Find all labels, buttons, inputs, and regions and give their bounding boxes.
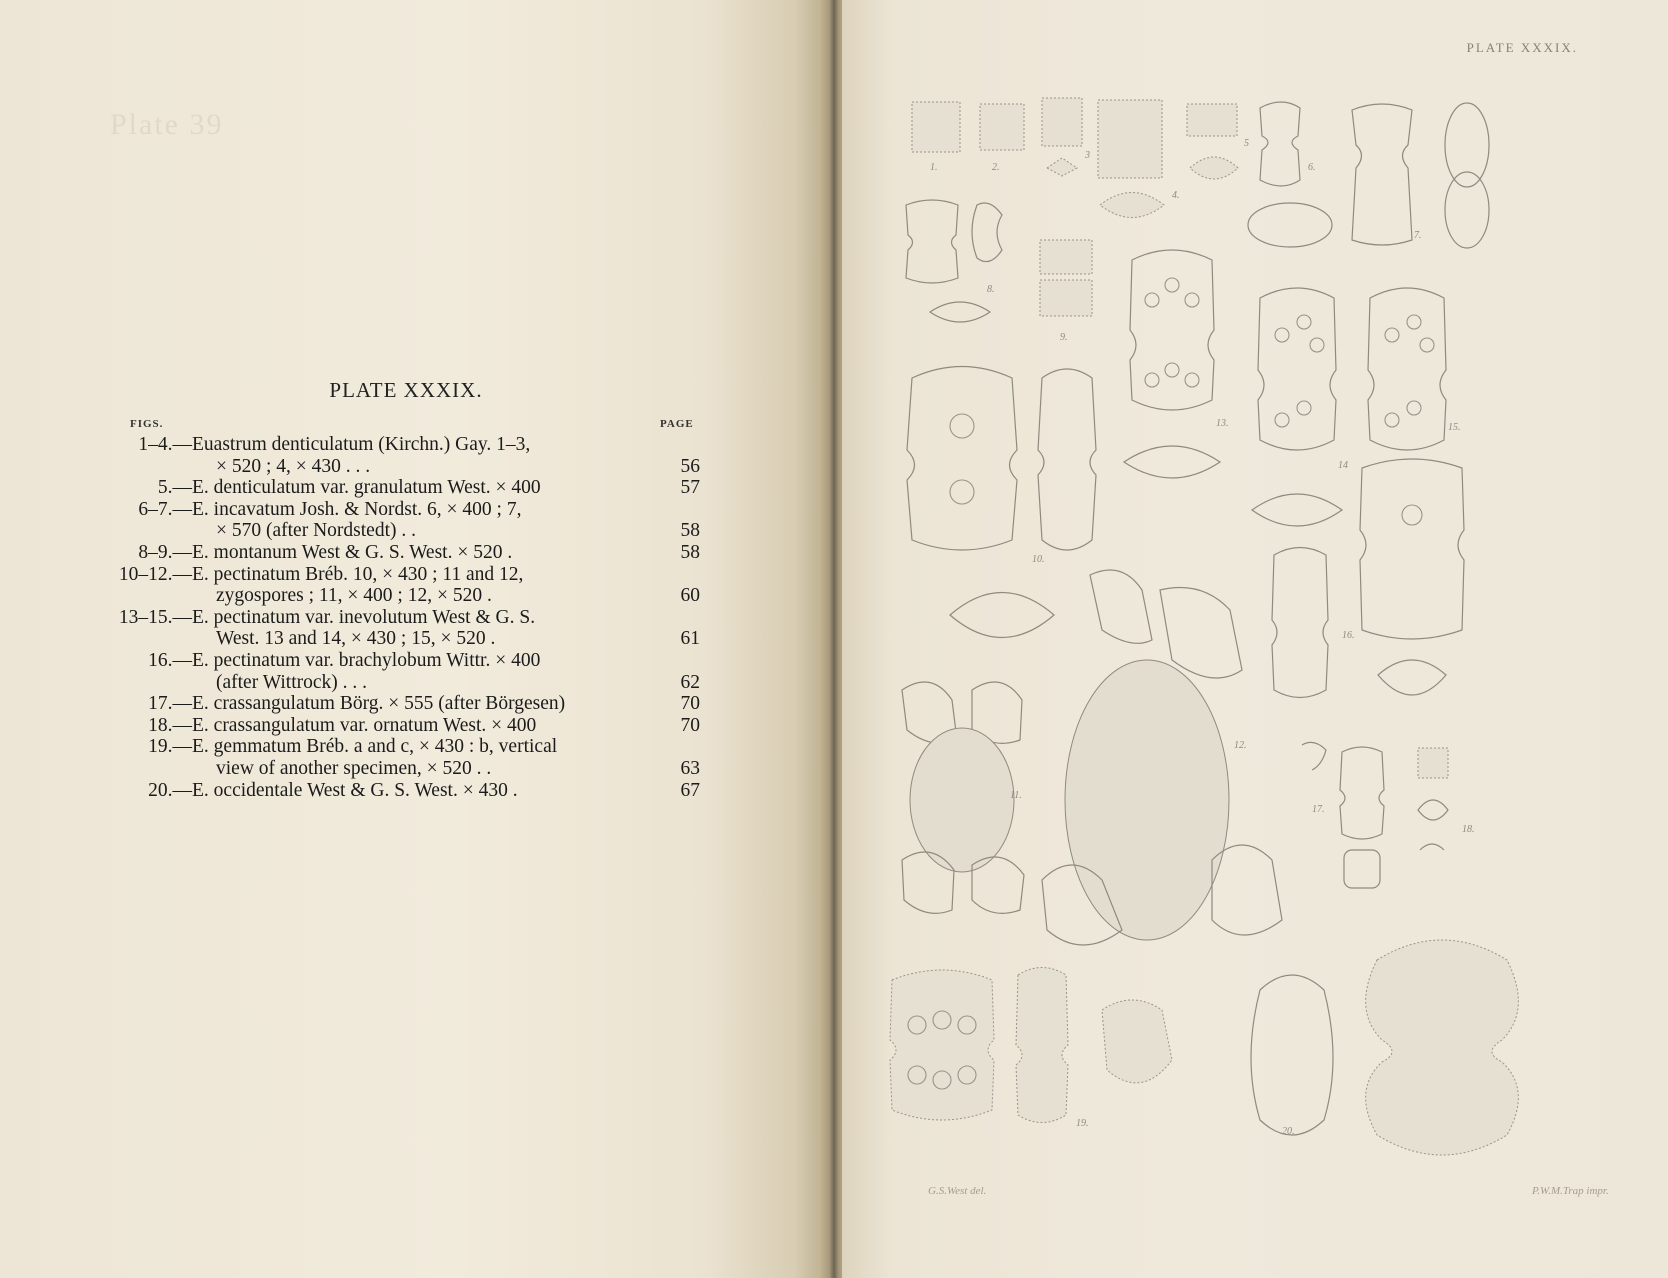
figure-number: 1–4.— <box>138 434 192 455</box>
plate-title: PLATE XXXIX. <box>329 378 483 402</box>
figure-description: E. pectinatum var. inevolutum West & G. S. <box>192 606 536 628</box>
figure-number-label: 19. <box>1076 1118 1089 1129</box>
figure-list <box>100 434 700 801</box>
figure-number-label: 11. <box>1010 790 1022 801</box>
figure-description: E. montanum West & G. S. West. × 520 . <box>192 541 513 563</box>
figure-number-label: 14 <box>1338 460 1348 471</box>
figure-4 <box>1098 100 1180 218</box>
figure-5 <box>1187 104 1249 179</box>
figure-description: Euastrum denticulatum (Kirchn.) Gay. 1–3, <box>192 434 531 455</box>
figure-number-label: 12. <box>1234 740 1247 751</box>
figure-description: E. incavatum Josh. & Nordst. 6, × 400 ; 7, <box>192 498 522 520</box>
page-column-header: PAGE <box>660 418 694 430</box>
figure-number-label: 4. <box>1172 190 1180 201</box>
figure-6 <box>1260 102 1316 186</box>
page-number: 67 <box>680 779 700 801</box>
figure-description: view of another specimen, × 520 . . <box>216 757 492 779</box>
figure-2 <box>980 104 1024 173</box>
figure-number-label: 9. <box>1060 332 1068 343</box>
page-number: 70 <box>680 693 700 715</box>
figure-description: E. gemmatum Bréb. a and c, × 430 : b, vertical <box>192 736 558 758</box>
page-number: 56 <box>680 455 700 477</box>
figure-number-label: 15. <box>1448 422 1461 433</box>
page-number: 60 <box>680 585 700 607</box>
figure-8 <box>906 200 1002 322</box>
figure-number-label: 3 <box>1085 150 1090 161</box>
figure-description: E. denticulatum var. granulatum West. × 400 <box>192 477 541 499</box>
figure-number-label: 13. <box>1216 418 1229 429</box>
figure-7 <box>1248 103 1489 248</box>
figure-number-label: 18. <box>1462 824 1475 835</box>
figure-15 <box>1368 288 1461 450</box>
page-number: 58 <box>680 520 700 542</box>
figure-list-entry <box>100 607 700 650</box>
credit-artist: G.S.West del. <box>928 1185 987 1197</box>
figure-number: 10–12.— <box>118 563 192 585</box>
figure-list-entry <box>100 780 700 802</box>
left-page <box>0 0 828 1278</box>
figure-number: 16.— <box>148 649 192 671</box>
figure-number-label: 16. <box>1342 630 1355 641</box>
figure-number-label: 1. <box>930 162 938 173</box>
figure-list-entry <box>100 477 700 499</box>
figure-1 <box>912 102 960 173</box>
figure-description: × 520 ; 4, × 430 . . . <box>216 455 371 477</box>
figure-number-label: 7. <box>1414 230 1422 241</box>
figure-9 <box>1040 240 1092 343</box>
figure-18 <box>1418 748 1475 850</box>
page-number: 70 <box>680 714 700 736</box>
figure-description: West. 13 and 14, × 430 ; 15, × 520 . <box>216 628 496 650</box>
plate-header: PLATE XXXIX. <box>1466 40 1578 55</box>
figure-number: 8–9.— <box>138 541 192 563</box>
figure-17 <box>1302 742 1384 888</box>
figure-description: × 570 (after Nordstedt) . . <box>216 520 416 542</box>
ghost-show-through-text: Plate 39 <box>110 108 224 141</box>
figure-description: E. crassangulatum Börg. × 555 (after Börgesen) <box>192 693 566 715</box>
credit-printer: P.W.M.Trap impr. <box>1532 1185 1609 1197</box>
figure-19 <box>890 968 1172 1130</box>
plate-illustration <box>842 0 1668 1278</box>
figure-description: zygospores ; 11, × 400 ; 12, × 520 . <box>216 585 492 607</box>
figure-number-label: 17. <box>1312 804 1325 815</box>
figure-16 <box>1272 459 1464 698</box>
figure-number-label: 20. <box>1282 1126 1295 1137</box>
figure-number: 13–15.— <box>118 606 192 628</box>
page-number: 63 <box>680 757 700 779</box>
figs-column-header: FIGS. <box>130 418 164 430</box>
figure-20 <box>1251 940 1518 1155</box>
figure-number: 20.— <box>148 779 192 801</box>
figure-number-label: 2. <box>992 162 1000 173</box>
figure-list-entry <box>100 542 700 564</box>
figure-list-entry <box>100 693 700 715</box>
figure-11 <box>902 682 1024 913</box>
figure-description: E. occidentale West & G. S. West. × 430 . <box>192 779 518 801</box>
figure-14 <box>1252 288 1348 526</box>
figure-number-label: 8. <box>987 284 995 295</box>
page-number: 61 <box>680 628 700 650</box>
page-number: 57 <box>680 477 700 499</box>
figure-10 <box>907 367 1096 638</box>
figure-number-label: 10. <box>1032 554 1045 565</box>
figure-number: 19.— <box>148 736 192 758</box>
figure-list-entry <box>100 499 700 542</box>
figure-number: 5.— <box>157 477 192 499</box>
figure-list-entry <box>100 564 700 607</box>
figure-number: 6–7.— <box>138 498 192 520</box>
figure-13 <box>1124 250 1229 478</box>
figure-3 <box>1042 98 1090 176</box>
figure-description: E. pectinatum var. brachylobum Wittr. × 400 <box>192 649 541 671</box>
figure-number-label: 6. <box>1308 162 1316 173</box>
figure-list-entry <box>100 736 700 779</box>
page-number: 62 <box>680 671 700 693</box>
figure-number-label: 5 <box>1244 138 1249 149</box>
figure-description: E. pectinatum Bréb. 10, × 430 ; 11 and 12, <box>192 563 524 585</box>
figure-description: E. crassangulatum var. ornatum West. × 400 <box>192 714 537 736</box>
figure-list-entry <box>100 650 700 693</box>
figure-number: 18.— <box>148 714 192 736</box>
figure-list-entry <box>100 434 700 477</box>
figure-number: 17.— <box>148 693 192 715</box>
figure-description: (after Wittrock) . . . <box>216 671 368 693</box>
figure-12 <box>1042 570 1282 945</box>
page-number: 58 <box>680 541 700 563</box>
figure-list-entry <box>100 715 700 737</box>
